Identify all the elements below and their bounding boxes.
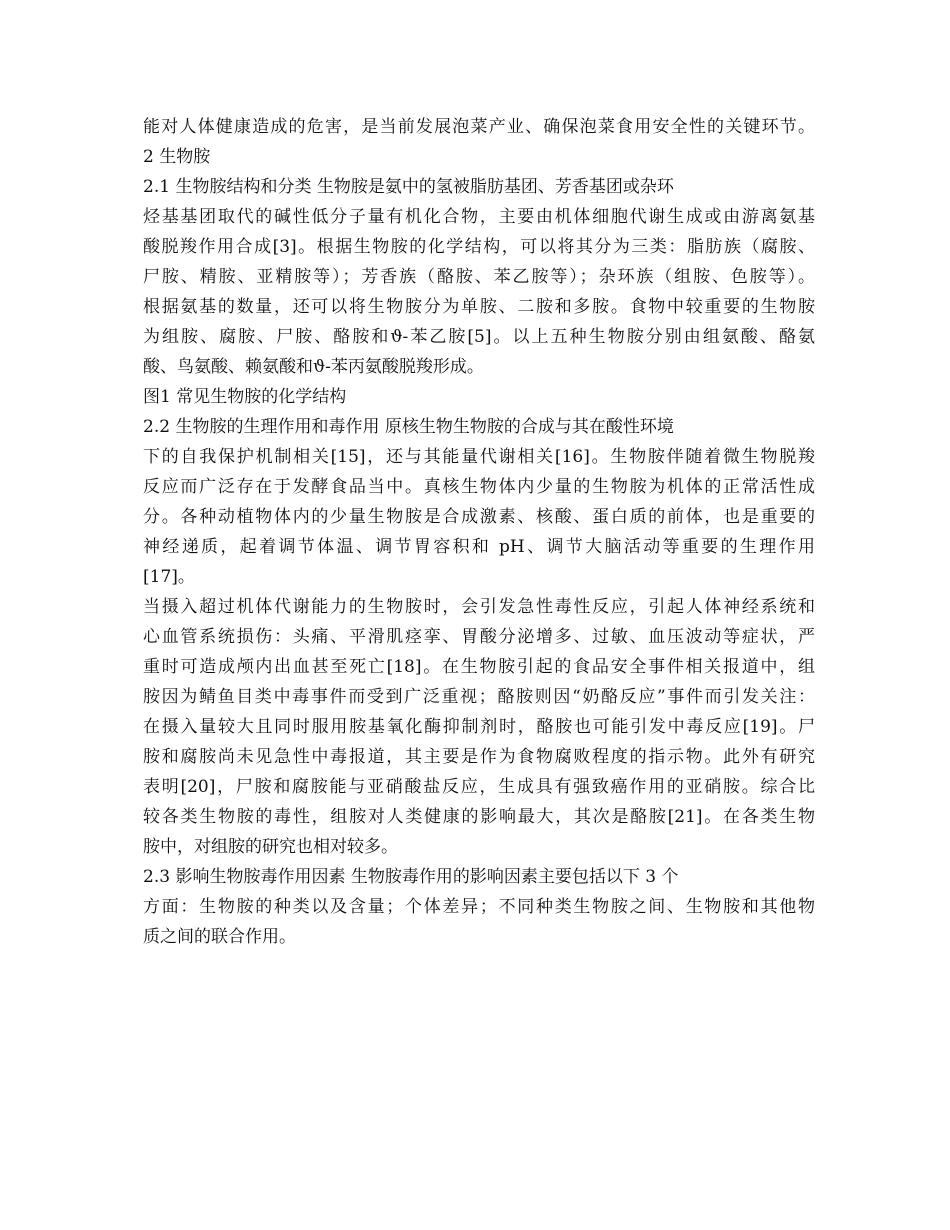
text-line: 较各类生物胺的毒性，组胺对人类健康的影响最大，其次是酪胺[21]。在各类生物	[143, 807, 815, 827]
text-line: 胺和腐胺尚未见急性中毒报道，其主要是作为食物腐败程度的指示物。此外有研究	[143, 747, 815, 767]
text-line: 酸、鸟氨酸、赖氨酸和ϑ-苯丙氨酸脱羧形成。	[143, 357, 484, 377]
text-line: 下的自我保护机制相关[15]，还与其能量代谢相关[16]。生物胺伴随着微生物脱羧	[143, 447, 815, 467]
text-line: 酸脱羧作用合成[3]。根据生物胺的化学结构，可以将其分为三类：脂肪族（腐胺、	[143, 237, 815, 257]
text-line: 神经递质，起着调节体温、调节胃容积和 pH、调节大脑活动等重要的生理作用	[143, 537, 815, 557]
text-line: 烃基基团取代的碱性低分子量有机化合物，主要由机体细胞代谢生成或由游离氨基	[143, 207, 815, 227]
text-line: 表明[20]，尸胺和腐胺能与亚硝酸盐反应，生成具有强致癌作用的亚硝胺。综合比	[143, 777, 815, 797]
text-line: 分。各种动植物体内的少量生物胺是合成激素、核酸、蛋白质的前体，也是重要的	[143, 507, 815, 527]
text-line: [17]。	[143, 567, 195, 587]
text-line: 尸胺、精胺、亚精胺等）；芳香族（酪胺、苯乙胺等）；杂环族（组胺、色胺等）。	[143, 267, 815, 287]
subsection-heading: 2.3 影响生物胺毒作用因素 生物胺毒作用的影响因素主要包括以下 3 个	[143, 867, 679, 887]
text-line: 胺因为鲭鱼目类中毒事件而受到广泛重视；酪胺则因“奶酪反应”事件而引发关注：	[143, 687, 815, 707]
subsection-heading: 2.2 生物胺的生理作用和毒作用 原核生物生物胺的合成与其在酸性环境	[143, 417, 674, 437]
text-line: 方面：生物胺的种类以及含量；个体差异；不同种类生物胺之间、生物胺和其他物	[143, 897, 815, 917]
text-line: 反应而广泛存在于发酵食品当中。真核生物体内少量的生物胺为机体的正常活性成	[143, 477, 815, 497]
document-body	[143, 112, 815, 952]
figure-caption: 图1 常见生物胺的化学结构	[143, 387, 347, 407]
text-line: 心血管系统损伤：头痛、平滑肌痉挛、胃酸分泌增多、过敏、血压波动等症状，严	[143, 627, 815, 647]
subsection-heading: 2.1 生物胺结构和分类 生物胺是氨中的氢被脂肪基团、芳香基团或杂环	[143, 177, 674, 197]
text-line: 为组胺、腐胺、尸胺、酪胺和ϑ-苯乙胺[5]。以上五种生物胺分别由组氨酸、酪氨	[143, 327, 815, 347]
text-line: 胺中，对组胺的研究也相对较多。	[143, 837, 398, 857]
section-heading: 2 生物胺	[143, 147, 211, 167]
text-line: 质之间的联合作用。	[143, 927, 296, 947]
text-line: 当摄入超过机体代谢能力的生物胺时，会引发急性毒性反应，引起人体神经系统和	[143, 597, 815, 617]
text-line: 根据氨基的数量，还可以将生物胺分为单胺、二胺和多胺。食物中较重要的生物胺	[143, 297, 815, 317]
text-line: 在摄入量较大且同时服用胺基氧化酶抑制剂时，酪胺也可能引发中毒反应[19]。尸	[143, 717, 815, 737]
text-line: 能对人体健康造成的危害，是当前发展泡菜产业、确保泡菜食用安全性的关键环节。	[143, 117, 815, 137]
text-line: 重时可造成颅内出血甚至死亡[18]。在生物胺引起的食品安全事件相关报道中，组	[143, 657, 815, 677]
